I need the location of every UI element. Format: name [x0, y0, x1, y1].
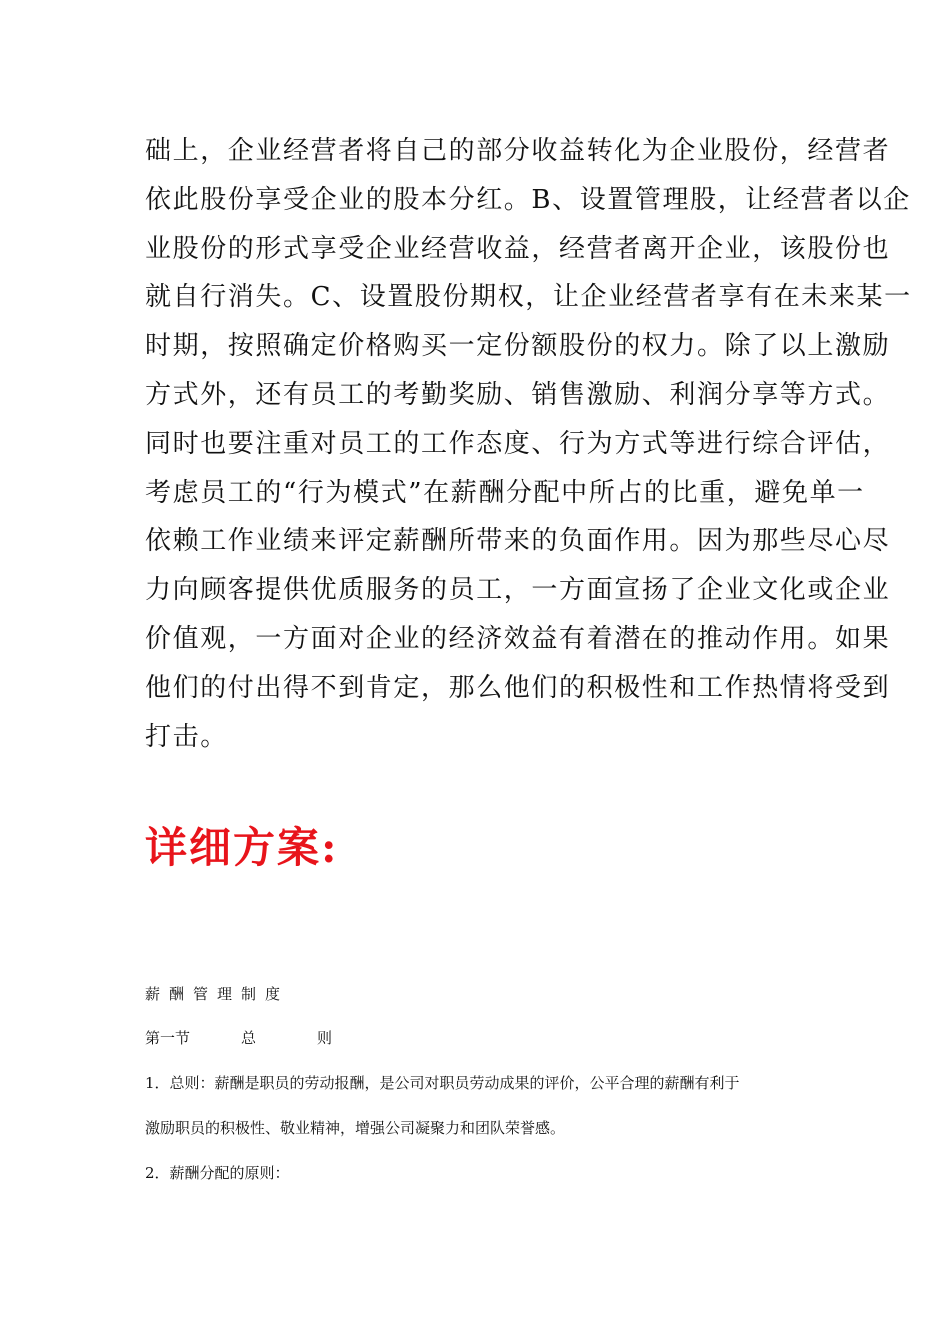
- body-line: 方式外，还有员工的考勤奖励、销售激励、利润分享等方式。: [145, 379, 891, 410]
- detailed-plan-heading: 详细方案:: [145, 823, 339, 872]
- body-line: 业股份的形式享受企业经营收益，经营者离开企业，该股份也: [145, 233, 891, 264]
- body-line: 考虑员工的“行为模式”在薪酬分配中所占的比重，避免单一: [145, 477, 865, 508]
- body-line: 打击。: [145, 721, 228, 752]
- body-line: 依此股份享受企业的股本分红。B、设置管理股，让经营者以企: [145, 184, 911, 215]
- section-word-1: 总: [241, 1029, 257, 1047]
- section-number: 第一节: [145, 1029, 191, 1047]
- body-line: 价值观，一方面对企业的经济效益有着潜在的推动作用。如果: [145, 623, 891, 654]
- general-rule-line-2: 激励职员的积极性、敬业精神，增强公司凝聚力和团队荣誉感。: [145, 1119, 566, 1137]
- body-text-block: [145, 127, 912, 761]
- body-line: 同时也要注重对员工的工作态度、行为方式等进行综合评估，: [145, 428, 891, 459]
- body-line: 就自行消失。C、设置股份期权，让企业经营者享有在未来某一: [145, 282, 912, 313]
- section-heading: [145, 1028, 815, 1048]
- body-line: 他们的付出得不到肯定，那么他们的积极性和工作热情将受到: [145, 672, 891, 703]
- body-line: 时期，按照确定价格购买一定份额股份的权力。除了以上激励: [145, 331, 891, 362]
- body-line: 础上，企业经营者将自己的部分收益转化为企业股份，经营者: [145, 136, 891, 166]
- section-word-2: 则: [317, 1029, 333, 1047]
- document-title: 薪酬管理制度: [145, 985, 290, 1003]
- body-line: 依赖工作业绩来评定薪酬所带来的负面作用。因为那些尽心尽: [145, 526, 891, 557]
- body-line: 力向顾客提供优质服务的员工，一方面宣扬了企业文化或企业: [145, 575, 891, 606]
- general-rule-line-1: 1．总则：薪酬是职员的劳动报酬，是公司对职员劳动成果的评价，公平合理的薪酬有利于: [145, 1074, 740, 1092]
- distribution-principle-heading: 2．薪酬分配的原则：: [145, 1164, 290, 1182]
